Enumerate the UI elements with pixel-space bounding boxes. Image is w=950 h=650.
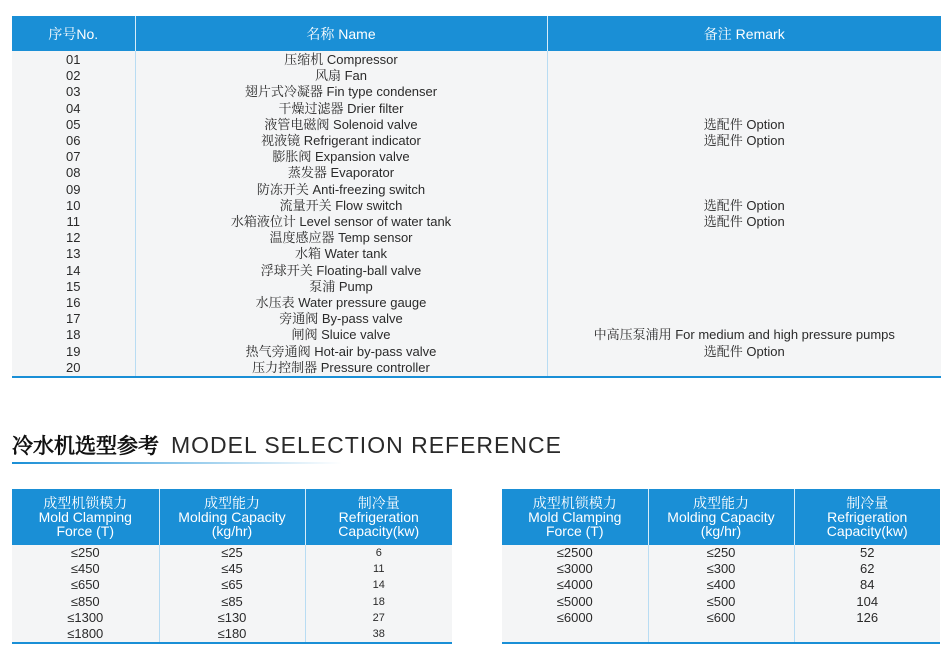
cell-clamping-force: ≤1300 [12,610,159,626]
table-row [502,545,940,561]
header-mold-clamping-force: 成型机锁模力 Mold Clamping Force (T) [12,489,159,545]
row-number: 19 [12,344,135,360]
row-name: 水箱液位计 Level sensor of water tank [135,214,547,230]
row-remark [547,230,941,246]
row-remark [547,246,941,262]
table-row [12,327,941,343]
row-remark [547,84,941,100]
parts-header-row [12,16,941,51]
parts-table-body [12,51,941,377]
cell-refrigeration-capacity: 52 [794,545,940,561]
cell-clamping-force: ≤5000 [502,594,648,610]
section-heading [12,430,652,460]
row-remark [547,295,941,311]
header-mold-clamping-force: 成型机锁模力 Mold Clamping Force (T) [502,489,648,545]
row-remark [547,68,941,84]
cell-clamping-force: ≤650 [12,577,159,593]
section-title-en: MODEL SELECTION REFERENCE [171,432,562,458]
table-row [12,246,941,262]
table-row [12,610,452,626]
table-row [12,214,941,230]
section-title-cn: 冷水机选型参考 [12,434,159,458]
row-number: 03 [12,84,135,100]
row-name: 热气旁通阀 Hot-air by-pass valve [135,344,547,360]
row-remark [547,182,941,198]
row-name: 防冻开关 Anti-freezing switch [135,182,547,198]
row-remark [547,279,941,295]
row-number: 02 [12,68,135,84]
selection-table-left-body [12,545,452,643]
cell-clamping-force: ≤250 [12,545,159,561]
header-molding-capacity: 成型能力 Molding Capacity (kg/hr) [159,489,305,545]
cell-refrigeration-capacity: 6 [305,545,452,561]
cell-refrigeration-capacity: 62 [794,561,940,577]
header-refrigeration-capacity: 制冷量 Refrigeration Capacity(kw) [305,489,452,545]
row-remark [547,51,941,68]
header-number: 序号No. [12,16,135,51]
table-row [12,101,941,117]
row-name: 干燥过滤器 Drier filter [135,101,547,117]
cell-clamping-force: ≤1800 [12,626,159,643]
row-number: 05 [12,117,135,133]
cell-clamping-force: ≤3000 [502,561,648,577]
row-number: 06 [12,133,135,149]
row-name: 闸阀 Sluice valve [135,327,547,343]
row-remark: 选配件 Option [547,344,941,360]
row-name: 蒸发器 Evaporator [135,165,547,181]
row-number: 04 [12,101,135,117]
table-row [12,117,941,133]
table-row [12,198,941,214]
table-row [12,344,941,360]
row-number: 11 [12,214,135,230]
table-row [12,279,941,295]
cell-clamping-force: ≤4000 [502,577,648,593]
row-remark [547,165,941,181]
cell-clamping-force [502,626,648,643]
cell-refrigeration-capacity: 104 [794,594,940,610]
cell-molding-capacity: ≤25 [159,545,305,561]
table-row [12,295,941,311]
cell-molding-capacity: ≤130 [159,610,305,626]
row-number: 15 [12,279,135,295]
table-row [12,311,941,327]
row-name: 压缩机 Compressor [135,51,547,68]
cell-molding-capacity: ≤600 [648,610,794,626]
cell-molding-capacity: ≤250 [648,545,794,561]
cell-molding-capacity: ≤500 [648,594,794,610]
table-row [12,360,941,377]
table-row [12,263,941,279]
row-remark: 中高压泵浦用 For medium and high pressure pumps [547,327,941,343]
section-underline [12,462,342,464]
row-number: 17 [12,311,135,327]
row-number: 09 [12,182,135,198]
table-row [12,182,941,198]
cell-refrigeration-capacity: 14 [305,577,452,593]
cell-molding-capacity: ≤400 [648,577,794,593]
parts-table [12,16,941,378]
row-remark [547,360,941,377]
table-row [12,545,452,561]
header-molding-capacity: 成型能力 Molding Capacity (kg/hr) [648,489,794,545]
table-row [502,626,940,643]
row-name: 膨胀阀 Expansion valve [135,149,547,165]
cell-refrigeration-capacity: 11 [305,561,452,577]
cell-molding-capacity: ≤300 [648,561,794,577]
table-row [502,594,940,610]
header-remark: 备注 Remark [547,16,941,51]
cell-clamping-force: ≤2500 [502,545,648,561]
row-remark [547,263,941,279]
table-row [502,610,940,626]
row-remark [547,311,941,327]
row-number: 01 [12,51,135,68]
row-name: 旁通阀 By-pass valve [135,311,547,327]
selection-table-left [12,489,452,644]
row-name: 泵浦 Pump [135,279,547,295]
cell-molding-capacity: ≤65 [159,577,305,593]
header-name: 名称 Name [135,16,547,51]
row-remark [547,149,941,165]
row-number: 18 [12,327,135,343]
table-row [12,51,941,68]
row-name: 视液镜 Refrigerant indicator [135,133,547,149]
row-number: 07 [12,149,135,165]
selection-table-right [502,489,940,644]
row-name: 翅片式冷凝器 Fin type condenser [135,84,547,100]
table-row [12,594,452,610]
row-name: 水压表 Water pressure gauge [135,295,547,311]
row-remark: 选配件 Option [547,133,941,149]
cell-clamping-force: ≤850 [12,594,159,610]
table-row [12,165,941,181]
cell-clamping-force: ≤450 [12,561,159,577]
table-row [12,68,941,84]
row-number: 20 [12,360,135,377]
table-row [12,626,452,643]
cell-molding-capacity [648,626,794,643]
table-row [12,149,941,165]
row-name: 风扇 Fan [135,68,547,84]
cell-clamping-force: ≤6000 [502,610,648,626]
cell-refrigeration-capacity [794,626,940,643]
table-row [502,561,940,577]
row-number: 14 [12,263,135,279]
row-name: 水箱 Water tank [135,246,547,262]
row-name: 流量开关 Flow switch [135,198,547,214]
table-row [12,577,452,593]
row-name: 压力控制器 Pressure controller [135,360,547,377]
table-row [12,561,452,577]
selection-table-right-body [502,545,940,643]
cell-refrigeration-capacity: 126 [794,610,940,626]
cell-molding-capacity: ≤180 [159,626,305,643]
row-remark: 选配件 Option [547,214,941,230]
cell-molding-capacity: ≤45 [159,561,305,577]
row-name: 浮球开关 Floating-ball valve [135,263,547,279]
cell-refrigeration-capacity: 18 [305,594,452,610]
row-number: 16 [12,295,135,311]
row-number: 10 [12,198,135,214]
row-remark: 选配件 Option [547,117,941,133]
cell-molding-capacity: ≤85 [159,594,305,610]
table-row [12,230,941,246]
row-remark: 选配件 Option [547,198,941,214]
table-row [12,84,941,100]
selection-header-row [12,489,452,545]
row-number: 08 [12,165,135,181]
cell-refrigeration-capacity: 27 [305,610,452,626]
selection-header-row [502,489,940,545]
cell-refrigeration-capacity: 38 [305,626,452,643]
cell-refrigeration-capacity: 84 [794,577,940,593]
row-remark [547,101,941,117]
row-number: 12 [12,230,135,246]
row-name: 温度感应器 Temp sensor [135,230,547,246]
table-row [502,577,940,593]
row-name: 液管电磁阀 Solenoid valve [135,117,547,133]
header-refrigeration-capacity: 制冷量 Refrigeration Capacity(kw) [794,489,940,545]
row-number: 13 [12,246,135,262]
table-row [12,133,941,149]
